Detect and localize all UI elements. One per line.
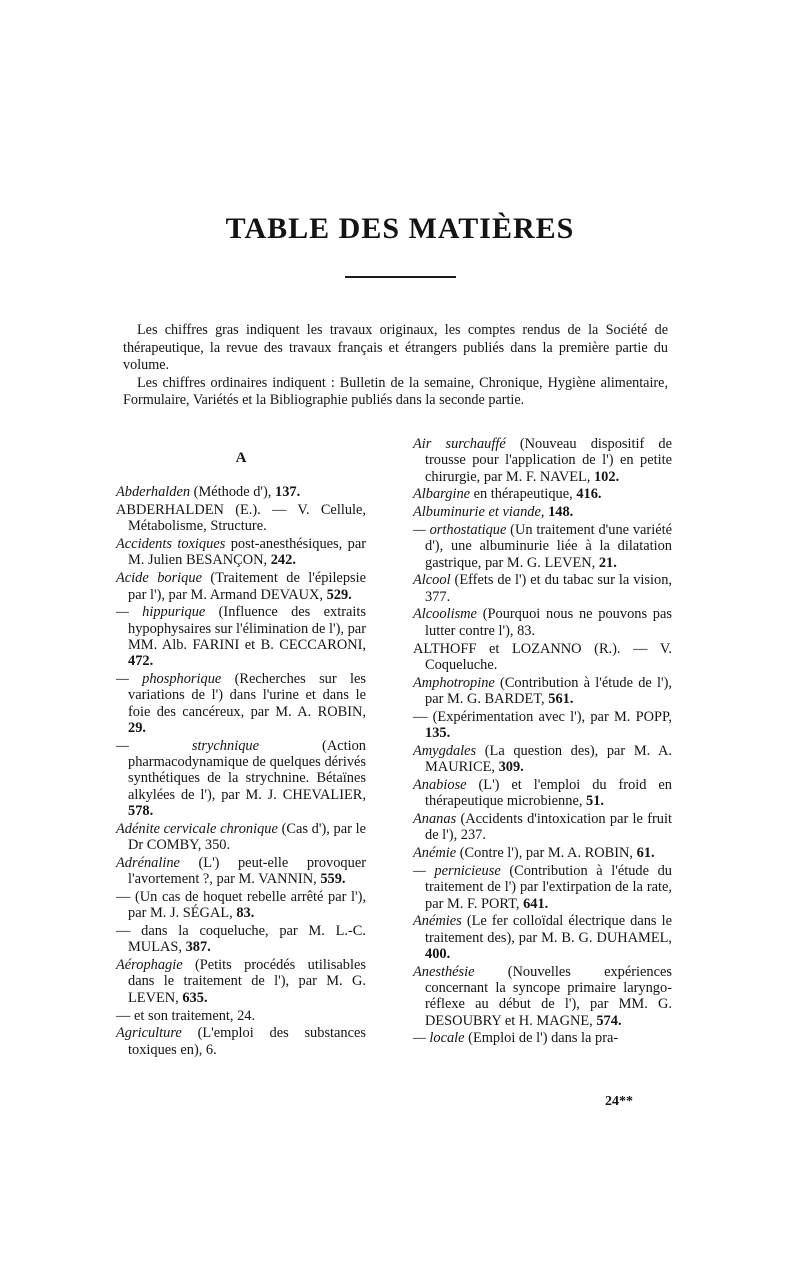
entry-page-number: 574. xyxy=(596,1012,622,1029)
index-entry xyxy=(413,913,672,962)
entry-text: (Accidents d'intoxication par le fruit de l'), 237. xyxy=(425,811,672,844)
entry-headword: Anesthésie xyxy=(413,963,475,980)
entry-page-number: 400. xyxy=(425,945,451,962)
entry-text: (Méthode d'), xyxy=(190,484,275,501)
page-folio: 24** xyxy=(605,1094,633,1109)
entry-text: (Cas d'), par le Dr COMBY, 350. xyxy=(128,820,366,854)
entry-page-number: 529. xyxy=(326,586,352,603)
entry-text: (Contribution à l'étude du traitement de l') par l'extirpation de la rate, par M. F. PORT, xyxy=(425,862,672,912)
index-entry xyxy=(413,964,672,1029)
intro-note xyxy=(123,322,668,410)
title-rule xyxy=(345,276,456,278)
index-entry xyxy=(116,738,366,819)
entry-headword: Anémie xyxy=(413,845,457,862)
entry-text: (Traitement de l'épilepsie par l'), par M. Armand DEVAUX, xyxy=(128,570,367,603)
index-entry xyxy=(413,606,672,639)
index-entry xyxy=(413,1030,672,1046)
index-column-left xyxy=(116,450,366,1059)
entry-headword: Abderhalden xyxy=(116,484,191,501)
entry-text: en thérapeutique, xyxy=(470,486,577,503)
entry-headword: Adénite cervicale chronique xyxy=(116,820,278,837)
entry-text: (Action pharmacodynamique de quelques dérivés synthétiques de la strychnine. Bétaïnes alkylées de l'), par M. J. CHEVALIER, xyxy=(128,737,366,803)
index-entry xyxy=(116,855,366,888)
entry-text: (L') peut-elle provoquer l'avortement ?, par M. VANNIN, xyxy=(128,854,366,888)
index-entry xyxy=(116,923,366,956)
entry-page-number: 61. xyxy=(636,845,655,862)
index-entry xyxy=(116,484,366,500)
entry-text: (Contribution à l'étude de l'), par M. G. BARDET, xyxy=(425,674,672,707)
index-entry xyxy=(116,671,366,736)
entry-page-number: 242. xyxy=(270,552,296,569)
entry-headword: — pernicieuse xyxy=(413,862,501,879)
section-letter: A xyxy=(235,450,247,466)
index-entry xyxy=(116,821,366,854)
entry-page-number: 416. xyxy=(576,486,602,503)
entry-text: — dans la coqueluche, par M. L.-C. MULAS, xyxy=(116,923,366,956)
entry-text: , xyxy=(540,504,549,521)
entry-page-number: 472. xyxy=(128,653,154,670)
entry-headword: Alcoolisme xyxy=(413,606,477,623)
index-entry xyxy=(413,709,672,742)
entry-page-number: 83. xyxy=(236,905,255,922)
entry-text: (Influence des extraits hypophysaires sur l'élimination de l'), par MM. Alb. FARINI et B. CECCARONI, xyxy=(128,604,366,653)
entry-text: — (Un cas de hoquet rebelle arrêté par l'), par M. J. SÉGAL, xyxy=(116,888,366,922)
entry-text: (Emploi de l') dans la pra- xyxy=(464,1030,619,1047)
entry-text: (Nouvelles expériences concernant la syncope primaire laryngo-réflexe au début de l'), par MM. G. DESOUBRY et H. MAGNE, xyxy=(425,963,672,1029)
entry-headword: — strychnique xyxy=(116,737,259,754)
page-title: TABLE DES MATIÈRES xyxy=(225,212,575,245)
entry-text: (Nouveau dispositif de trousse pour l'application de l') en petite chirurgie, par M. F. NAVEL, xyxy=(425,436,672,485)
entry-text: (Un traitement d'une variété d'), une albuminurie liée à la dilatation gastrique, par M. G. LEVEN, xyxy=(425,521,672,571)
entry-page-number: 137. xyxy=(275,484,301,501)
entry-page-number: 561. xyxy=(548,690,574,707)
entry-page-number: 578. xyxy=(128,802,154,819)
entry-page-number: 635. xyxy=(182,989,208,1006)
entry-headword: Anabiose xyxy=(413,776,467,793)
index-entry xyxy=(413,436,672,485)
entry-headword: Accidents toxiques xyxy=(116,536,226,553)
entry-headword: Acide borique xyxy=(116,570,202,587)
entry-headword: Air surchauffé xyxy=(413,436,506,452)
entry-page-number: 309. xyxy=(498,759,524,776)
index-column-right xyxy=(413,436,672,1048)
index-entry xyxy=(413,504,672,520)
entry-headword: Amphotropine xyxy=(413,674,495,691)
index-entry xyxy=(116,889,366,922)
entry-list xyxy=(116,484,366,1058)
entry-headword: Ananas xyxy=(413,811,457,828)
entry-text: ABDERHALDEN (E.). — V. Cellule, Métabolisme, Structure. xyxy=(116,502,366,535)
entry-page-number: 51. xyxy=(586,793,605,810)
entry-text: (L'emploi des substances toxiques en), 6. xyxy=(128,1025,366,1058)
entry-headword: Albuminurie et viande xyxy=(413,504,541,521)
entry-headword: Adrénaline xyxy=(116,854,180,871)
entry-text: (L') et l'emploi du froid en thérapeutique microbienne, xyxy=(425,776,672,810)
index-entry xyxy=(116,502,366,535)
intro-paragraph: Les chiffres ordinaires indiquent : Bulletin de la semaine, Chronique, Hygiène alimentaire, Formulaire, Variétés et la Bibliographie publiés dans la seconde partie. xyxy=(123,374,668,408)
entry-page-number: 29. xyxy=(128,719,146,736)
entry-headword: — phosphorique xyxy=(116,671,222,688)
entry-headword: — locale xyxy=(413,1030,465,1047)
index-entry xyxy=(413,486,672,502)
index-entry xyxy=(413,641,672,674)
entry-page-number: 135. xyxy=(425,725,451,742)
index-entry xyxy=(116,957,366,1006)
entry-text: ALTHOFF et LOZANNO (R.). — V. Coqueluche. xyxy=(413,640,672,673)
entry-text: (Petits procédés utilisables dans le traitement de l'), par M. G. LEVEN, xyxy=(128,957,366,1006)
entry-text: — (Expérimentation avec l'), par M. POPP, xyxy=(413,708,672,725)
entry-text: (Contre l'), par M. A. ROBIN, xyxy=(456,845,637,862)
entry-headword: — orthostatique xyxy=(413,521,507,538)
index-entry xyxy=(116,536,366,569)
index-entry xyxy=(413,675,672,708)
index-entry xyxy=(413,743,672,776)
index-entry xyxy=(116,1008,366,1024)
intro-paragraph: Les chiffres gras indiquent les travaux originaux, les comptes rendus de la Société de thérapeutique, la revue des travaux français et étrangers publiés dans la première partie du volume. xyxy=(123,322,668,373)
index-entry xyxy=(413,863,672,912)
entry-headword: Agriculture xyxy=(116,1025,182,1042)
index-entry xyxy=(413,777,672,810)
entry-headword: — hippurique xyxy=(116,604,206,621)
entry-page-number: 21. xyxy=(598,554,617,571)
index-entry xyxy=(413,572,672,605)
index-entry xyxy=(116,570,366,603)
entry-page-number: 559. xyxy=(320,871,346,888)
entry-headword: Amygdales xyxy=(413,742,477,759)
entry-text: post-anesthésiques, par M. Julien BESANÇON, xyxy=(128,536,367,569)
entry-headword: Alcool xyxy=(413,572,451,589)
entry-text: — et son traitement, 24. xyxy=(116,1007,256,1024)
entry-text: (Pourquoi nous ne pouvons pas lutter contre l'), 83. xyxy=(425,606,672,639)
entry-page-number: 641. xyxy=(523,895,549,912)
entry-list xyxy=(413,436,672,1047)
entry-page-number: 102. xyxy=(593,468,620,485)
entry-page-number: 387. xyxy=(185,939,211,956)
entry-text: (Recherches sur les variations de l') dans l'urine et dans le foie des cancéreux, par M. A. ROBIN, xyxy=(128,671,366,720)
entry-text: (Le fer colloïdal électrique dans le traitement des), par M. B. G. DUHAMEL, xyxy=(425,913,672,946)
entry-headword: Aérophagie xyxy=(116,957,183,974)
entry-text: (La question des), par M. A. MAURICE, xyxy=(425,742,672,776)
entry-headword: Albargine xyxy=(413,486,471,503)
entry-headword: Anémies xyxy=(413,913,462,930)
index-entry xyxy=(116,604,366,669)
entry-text: (Effets de l') et du tabac sur la vision, 377. xyxy=(425,572,672,605)
index-entry xyxy=(116,1025,366,1058)
entry-page-number: 148. xyxy=(548,504,574,521)
index-entry xyxy=(413,811,672,844)
index-entry xyxy=(413,522,672,571)
index-entry xyxy=(413,845,672,861)
